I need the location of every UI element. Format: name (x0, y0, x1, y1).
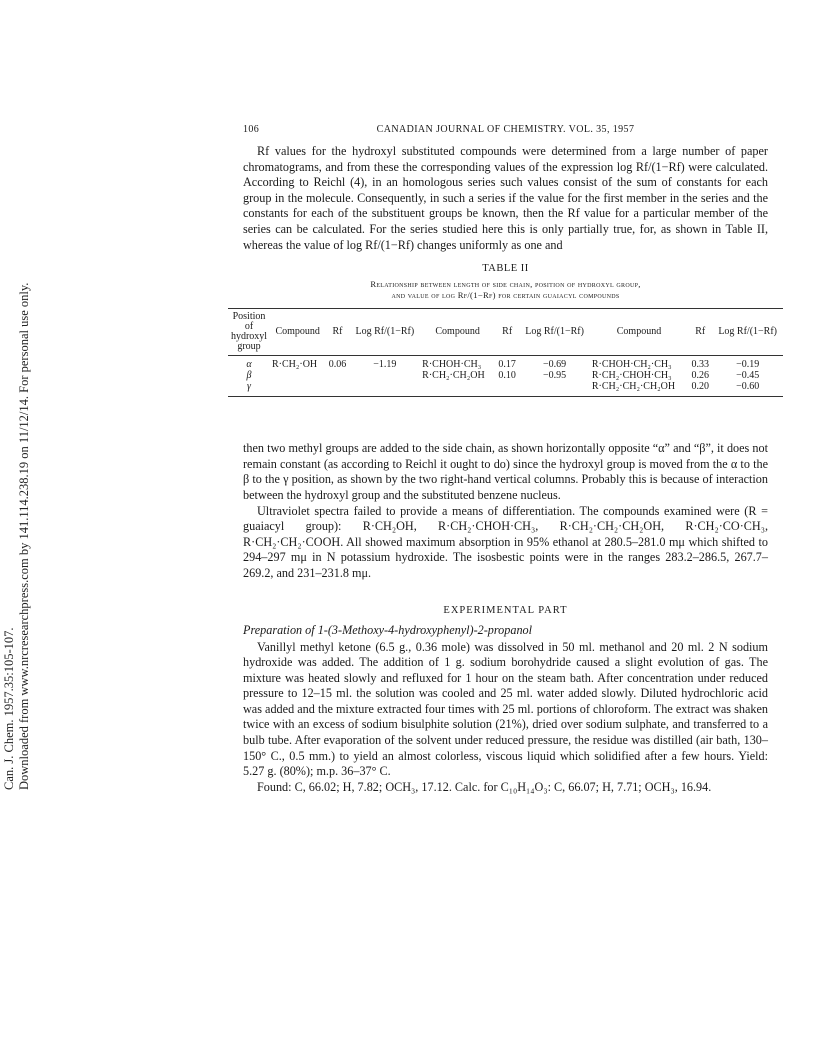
col-header-position: Position of hydroxyl group (228, 309, 270, 356)
rf-cell: 0.33 (691, 359, 709, 371)
compound-cell (420, 381, 495, 397)
log-cell: −0.19 (736, 359, 760, 371)
table-caption-line: and value of log Rf/(1−Rf) for certain guaiacyl compounds (391, 290, 620, 301)
col-header-rf: Rf (325, 309, 349, 356)
compound-cell: R·CH₂·CH₂OH (422, 370, 485, 382)
compound-cell: R·CHOH·CH₂·CH₃ (591, 359, 672, 371)
log-cell: −0.95 (543, 370, 567, 382)
rf-cell: 0.06 (328, 359, 347, 371)
col-header-log: Log Rf/(1−Rf) (519, 309, 590, 356)
log-cell: −0.60 (712, 381, 783, 397)
intro-paragraph: Rf values for the hydroxyl substituted compounds were determined from a large number of paper chromatograms, and from these the corresponding values of the expression log Rf/(1−Rf) were calculated. According to Reichl (4), in an homologous series such values consist of the sum of constants for each group in the molecule. Consequently, in such a series if the value for the first member in the series and the constants for each of the substituent groups be known, then the Rf value for a particular member of the series can be calculated. For the series studied here this is only partially true, for, as shown in Table II, whereas the value of log Rf/(1−Rf) changes uniformly as one and (243, 144, 768, 252)
position-cell: α (246, 359, 252, 371)
position-cell: β (246, 370, 252, 382)
uv-paragraph: Ultraviolet spectra failed to provide a means of differentiation. The compounds examined were (R = guaiacyl group): R·CH₂OH, R·CH₂·CHOH·CH₃, R·CH₂·CH₂·CH₂OH, R·CH₂·CO·CH₃, R·CH₂·CH₂·COOH. All showed maximum absorption in 95% ethanol at 280.5–281.0 mμ which shifted to 294–297 mμ in N potassium hydroxide. The isosbestic points were in the ranges 283.2–286.5, 267.7–269.2, and 231–231.8 mμ. (243, 503, 768, 580)
compound-cell: R·CH₂·CH₂·CH₂OH (590, 381, 688, 397)
col-header-log: Log Rf/(1−Rf) (350, 309, 421, 356)
position-cell: γ (228, 381, 270, 397)
col-header-rf: Rf (688, 309, 712, 356)
page-number: 106 (243, 124, 260, 135)
procedure-paragraph: Vanillyl methyl ketone (6.5 g., 0.36 mole) was dissolved in 50 ml. methanol and 20 ml. 2 N sodium hydroxide was added. The addition of 1 g. sodium borohydride caused a slight evolution of gas. The mixture was heated slowly and refluxed for 1 hour on the steam bath. After concentration under reduced pressure to 12–15 ml. the solution was cooled and 25 ml. water added slowly. Diluted hydrochloric acid was added and the mixture extracted four times with 25 ml. portions of chloroform. The extract was shaken twice with an excess of sodium bisulphite solution (21%), dried over sodium sulphate, and transferred to a bulb tube. After evaporation of the solvent under reduced pressure, the residue was distilled (air bath, 130–150° C., 0.5 mm.) to yield an almost colorless, viscous liquid which solidified after a few hours. Yield: 5.27 g. (80%); m.p. 36–37° C. (243, 639, 768, 779)
continuation-paragraph: then two methyl groups are added to the side chain, as shown horizontally opposite “α” and “β”, it does not remain constant (as according to Reichl it ought to do) since the hydroxyl group is moved from the α to the β to the γ position, as shown by the two right-hand vertical columns. Probably this is because of interaction between the hydroxyl group and the substituted benzene nucleus. (243, 441, 768, 502)
log-cell: −1.19 (373, 359, 397, 371)
log-cell (350, 381, 421, 397)
log-cell: −0.45 (736, 370, 760, 382)
rf-cell (495, 381, 519, 397)
download-side-note (2, 230, 32, 790)
rf-table (228, 308, 783, 397)
rf-cell: 0.17 (498, 359, 516, 371)
table-row (228, 381, 783, 397)
table-row (228, 356, 783, 371)
analysis-paragraph: Found: C, 66.02; H, 7.82; OCH₃, 17.12. Calc. for C₁₀H₁₄O₃: C, 66.07; H, 7.71; OCH₃, 16.94. (257, 779, 712, 794)
col-header-rf: Rf (495, 309, 519, 356)
compound-cell: R·CH₂·OH (272, 359, 318, 371)
journal-title: CANADIAN JOURNAL OF CHEMISTRY. VOL. 35, 1957 (376, 124, 635, 135)
article-page (230, 124, 777, 795)
rf-cell (325, 370, 349, 381)
table-header-row (228, 309, 783, 356)
running-head (243, 124, 768, 135)
rf-cell: 0.10 (498, 370, 516, 382)
rf-cell: 0.20 (688, 381, 712, 397)
table-row (228, 370, 783, 381)
col-header-compound: Compound (590, 309, 688, 356)
rf-cell: 0.26 (691, 370, 709, 382)
download-line: Downloaded from www.nrcresearchpress.com by 141.114.238.19 on 11/12/14. For personal use only. (17, 282, 31, 790)
compound-cell (270, 381, 325, 397)
log-cell (350, 370, 421, 381)
subsection-heading: Preparation of 1-(3-Methoxy-4-hydroxyphenyl)-2-propanol (243, 622, 533, 637)
table-caption-line: Relationship between length of side chain, position of hydroxyl group, (370, 279, 641, 290)
table-caption (243, 279, 768, 301)
col-header-compound: Compound (270, 309, 325, 356)
section-heading: EXPERIMENTAL PART (443, 604, 568, 616)
log-cell (519, 381, 590, 397)
compound-cell: R·CH₂·CHOH·CH₃ (591, 370, 672, 382)
rf-cell (325, 381, 349, 397)
compound-cell (270, 370, 325, 381)
compound-cell: R·CHOH·CH₃ (422, 359, 482, 371)
citation-line: Can. J. Chem. 1957.35:105-107. (2, 627, 16, 790)
table-title: TABLE II (482, 263, 529, 275)
col-header-compound: Compound (420, 309, 495, 356)
log-cell: −0.69 (543, 359, 567, 371)
col-header-log: Log Rf/(1−Rf) (712, 309, 783, 356)
